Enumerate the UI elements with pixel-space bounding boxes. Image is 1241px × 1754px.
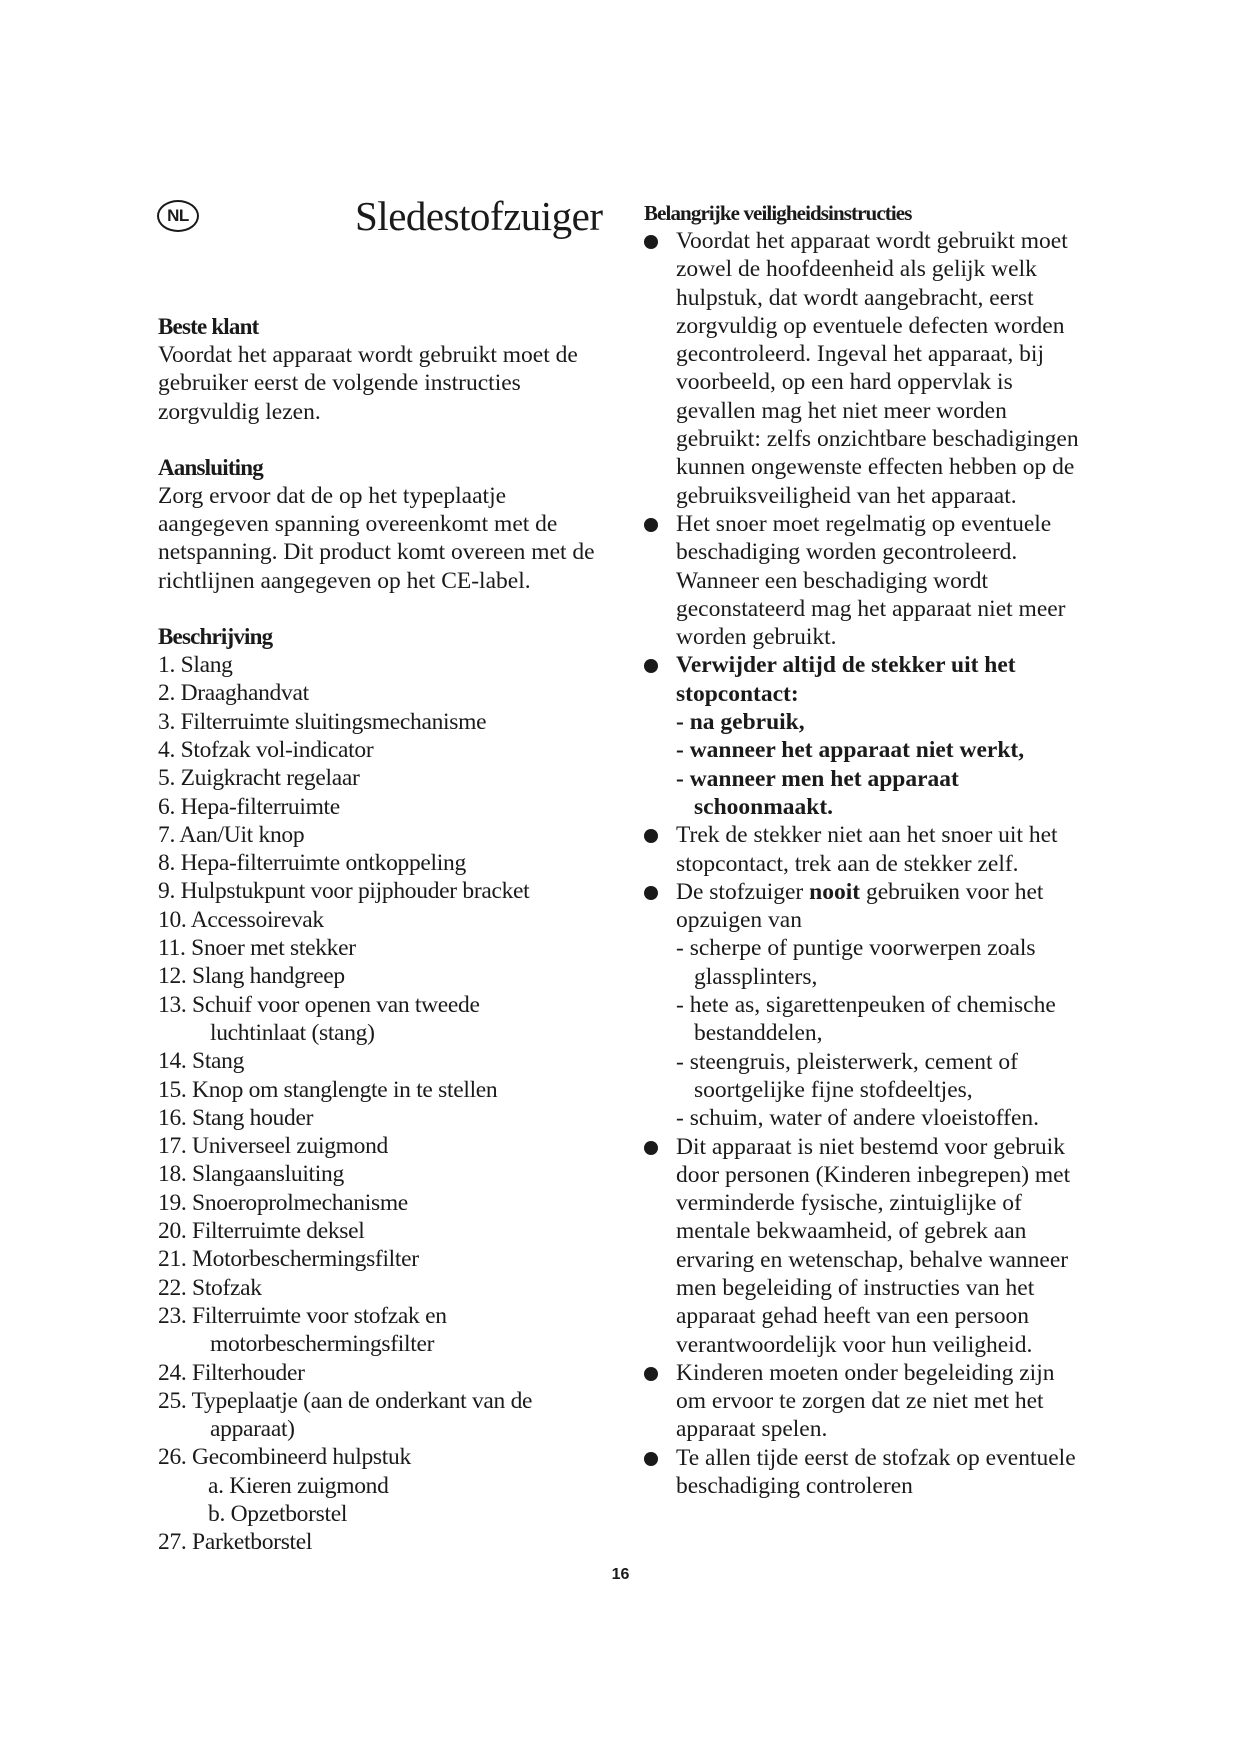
list-item: 19. Snoeroprolmechanisme	[158, 1189, 408, 1216]
list-subitem: b. Opzetborstel	[208, 1500, 348, 1527]
list-item-continuation: apparaat)	[210, 1416, 295, 1443]
list-item: - hete as, sigarettenpeuken of chemische bestanddelen,	[676, 992, 1056, 1047]
list-item: 5. Zuigkracht regelaar	[158, 765, 360, 792]
safety-bullet-inspect	[644, 227, 1088, 510]
greeting-heading: Beste klant	[158, 314, 259, 339]
list-item: - wanneer men het apparaat schoonmaakt.	[676, 765, 959, 820]
bullet-dot-icon	[644, 1141, 658, 1155]
connection-text: Zorg ervoor dat de op het typeplaatje aangegeven spanning overeenkomt met de netspanning. Dit product komt overeen met de richtlijnen aangegeven op het CE-label.	[158, 482, 595, 594]
bullet-text: Kinderen moeten onder begeleiding zijn om ervoor te zorgen dat ze niet met het apparaat spelen.	[676, 1359, 1055, 1443]
list-item: - wanneer het apparaat niet werkt,	[676, 737, 1025, 764]
greeting-section	[158, 313, 600, 426]
list-item: 11. Snoer met stekker	[158, 935, 356, 962]
list-item: 26. Gecombineerd hulpstuk	[158, 1444, 411, 1471]
bullet-dot-icon	[644, 829, 658, 843]
bullet-text: Dit apparaat is niet bestemd voor gebruik door personen (Kinderen inbegrepen) met verminderde fysische, zintuiglijke of mentale bekwaamheid, of gebrek aan ervaring en wetenschap, behalve wanneer men begeleiding of instructies van het apparaat gehad heeft van een persoon verantwoordelijk voor hun veiligheid.	[676, 1133, 1071, 1358]
bullet-text: Voordat het apparaat wordt gebruikt moet zowel de hoofdeenheid als gelijk welk hulpstuk, dat wordt aangebracht, eerst zorgvuldig op eventuele defecten worden gecontroleerd. Ingeval het apparaat, bij voorbeeld, op een hard oppervlak is gevallen mag het niet meer worden gebruikt: zelfs onzichtbare beschadigingen kunnen ongewenste effecten hebben op de gebruiksveiligheid van het apparaat.	[676, 228, 1079, 509]
list-item: 14. Stang	[158, 1048, 245, 1075]
list-item: 17. Universeel zuigmond	[158, 1133, 389, 1160]
list-item: 2. Draaghandvat	[158, 680, 309, 707]
safety-bullet-children	[644, 1359, 1088, 1444]
list-item: 12. Slang handgreep	[158, 963, 345, 990]
list-item: 3. Filterruimte sluitingsmechanisme	[158, 708, 487, 735]
safety-bullet-unplug	[644, 651, 1088, 708]
bullet-dot-icon	[644, 1452, 658, 1466]
list-item: 27. Parketborstel	[158, 1529, 313, 1556]
list-item: - steengruis, pleisterwerk, cement of soortgelijke fijne stofdeeltjes,	[676, 1048, 1018, 1103]
bullet-text	[676, 878, 1088, 935]
bullet-text: Te allen tijde eerst de stofzak op eventuele beschadiging controleren	[676, 1444, 1076, 1500]
list-item: 10. Accessoirevak	[158, 906, 324, 933]
safety-bullet-cord	[644, 510, 1088, 651]
bullet-dot-icon	[644, 886, 658, 900]
bullet-text: Verwijder altijd de stekker uit het stopcontact:	[676, 652, 1016, 707]
connection-section	[158, 454, 600, 595]
list-item: 9. Hulpstukpunt voor pijphouder bracket	[158, 878, 530, 905]
list-item: - na gebruik,	[676, 709, 805, 736]
bullet-text-post: gebruiken voor het opzuigen van	[676, 878, 1044, 934]
list-item: 24. Filterhouder	[158, 1359, 305, 1386]
page-number: 16	[611, 1566, 630, 1583]
bullet-dot-icon	[644, 518, 658, 532]
parts-list	[158, 651, 600, 1557]
greeting-text: Voordat het apparaat wordt gebruikt moet de gebruiker eerst de volgende instructies zorgvuldig lezen.	[158, 342, 578, 425]
bullet-dot-icon	[644, 235, 658, 249]
list-item: - schuim, water of andere vloeistoffen.	[676, 1105, 1040, 1132]
list-item: - scherpe of puntige voorwerpen zoals glassplinters,	[676, 935, 1036, 990]
safety-bullet-dustbag	[644, 1444, 1088, 1501]
list-item: 18. Slangaansluiting	[158, 1161, 344, 1188]
description-heading: Beschrijving	[158, 624, 273, 650]
bullet-dot-icon	[644, 659, 658, 673]
bullet-dot-icon	[644, 1367, 658, 1381]
safety-heading: Belangrijke veiligheidsinstructies	[644, 201, 912, 225]
list-item: 20. Filterruimte deksel	[158, 1218, 365, 1245]
bullet-text-emphasis: nooit	[809, 878, 861, 905]
list-item: 16. Stang houder	[158, 1104, 314, 1131]
list-item: 15. Knop om stanglengte in te stellen	[158, 1076, 498, 1103]
list-item-continuation: motorbeschermingsfilter	[210, 1331, 435, 1358]
language-badge: NL	[157, 200, 199, 232]
list-item: 23. Filterruimte voor stofzak en	[158, 1302, 447, 1329]
forbidden-materials	[644, 934, 1088, 1132]
page-title: Sledestofzuiger	[355, 193, 603, 239]
list-item: 6. Hepa-filterruimte	[158, 793, 340, 820]
list-item: 1. Slang	[158, 652, 233, 679]
description-section	[158, 623, 600, 1557]
list-item: 8. Hepa-filterruimte ontkoppeling	[158, 850, 466, 877]
list-item: 4. Stofzak vol-indicator	[158, 736, 374, 763]
left-column	[158, 313, 600, 1585]
list-item: 7. Aan/Uit knop	[158, 821, 305, 848]
list-item: 22. Stofzak	[158, 1274, 262, 1301]
bullet-text: Trek de stekker niet aan het snoer uit het stopcontact, trek aan de stekker zelf.	[676, 822, 1058, 877]
bullet-text-pre: De stofzuiger	[676, 878, 810, 905]
list-item: 25. Typeplaatje (aan de onderkant van de	[158, 1387, 533, 1414]
safety-bullet-never-use	[644, 878, 1088, 935]
right-column	[644, 200, 1088, 1500]
unplug-conditions	[644, 708, 1088, 821]
list-item: 21. Motorbeschermingsfilter	[158, 1246, 419, 1273]
bullet-text: Het snoer moet regelmatig op eventuele beschadiging worden gecontroleerd. Wanneer een beschadiging wordt geconstateerd mag het apparaat niet meer worden gebruikt.	[676, 510, 1066, 651]
list-item: 13. Schuif voor openen van tweede	[158, 991, 480, 1018]
list-item-continuation: luchtinlaat (stang)	[210, 1019, 375, 1046]
safety-bullet-pull-plug	[644, 821, 1088, 878]
safety-bullet-persons	[644, 1133, 1088, 1359]
connection-heading: Aansluiting	[158, 454, 263, 480]
list-subitem: a. Kieren zuigmond	[208, 1472, 389, 1499]
